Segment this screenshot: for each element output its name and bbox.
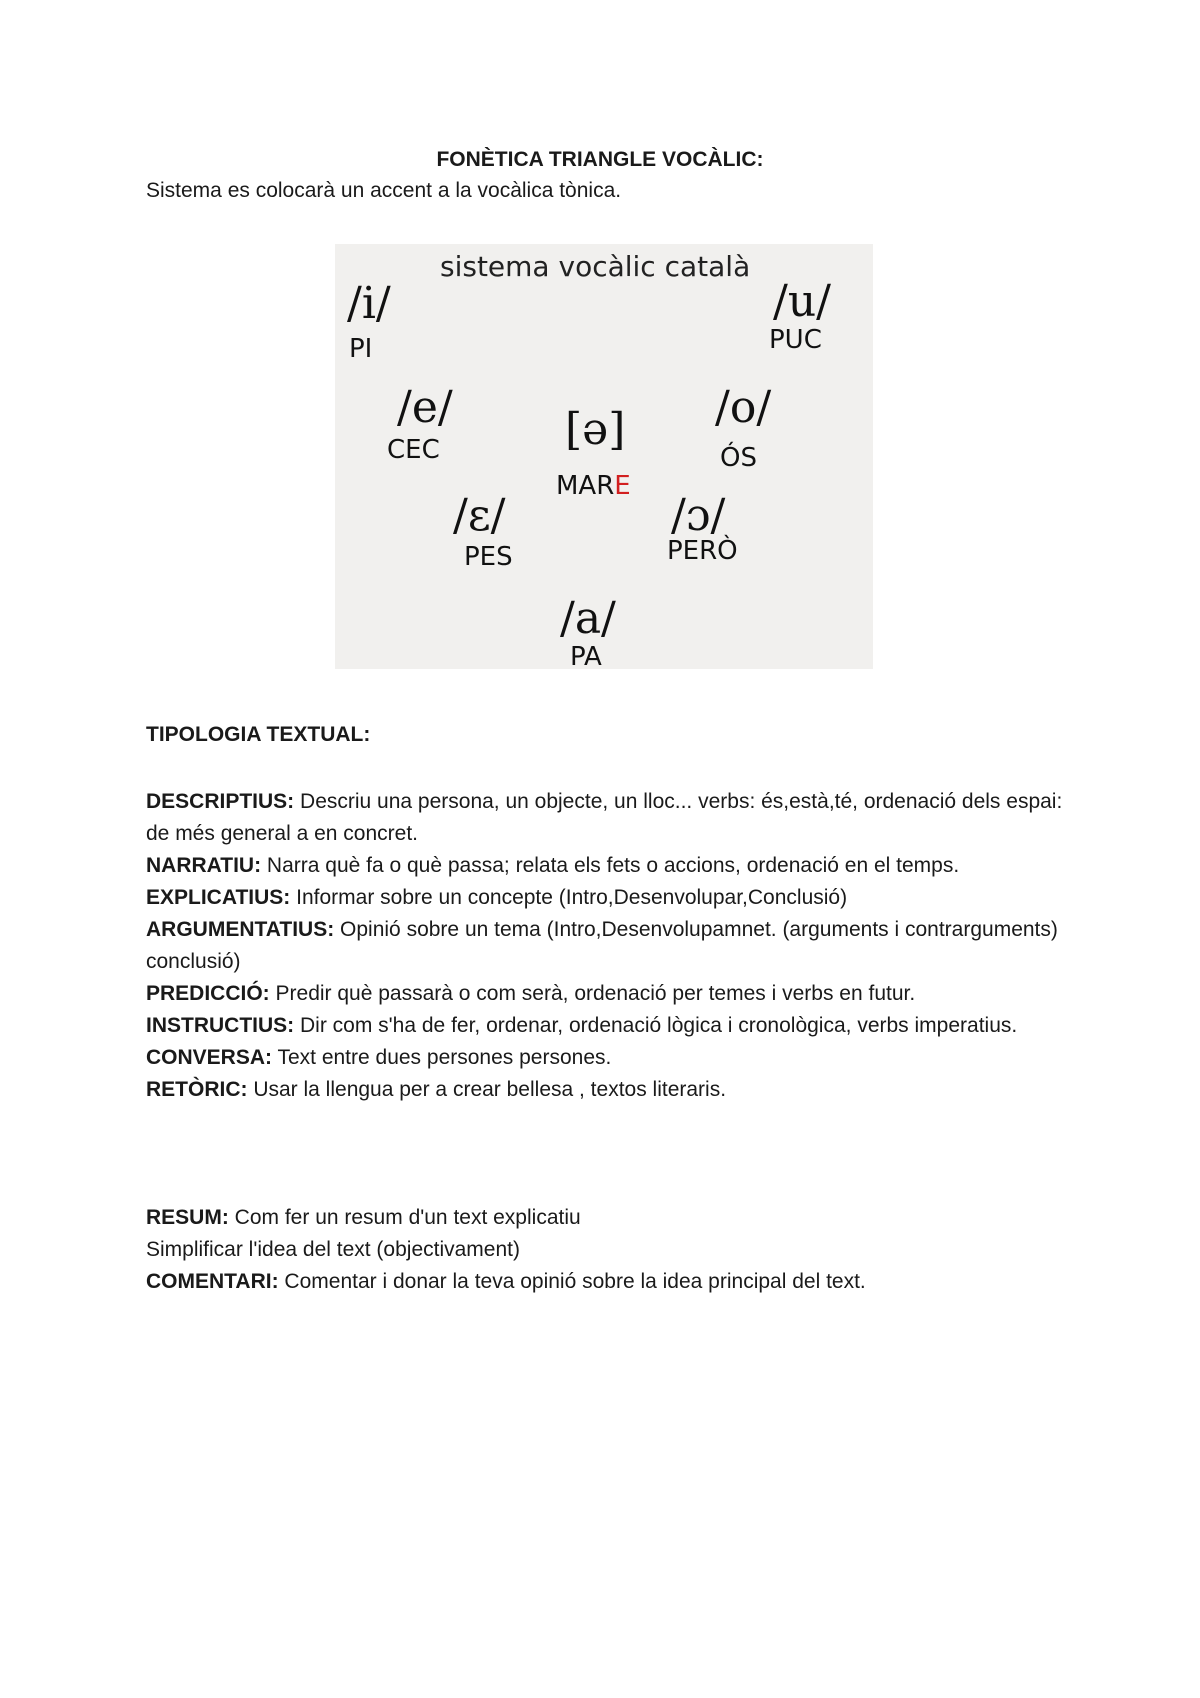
vowel-schwa-symbol: [ə] [565, 404, 626, 455]
text-type-desc: Predir què passarà o com serà, ordenació per temes i verbs en futur. [269, 982, 916, 1005]
resum-line [146, 1202, 1066, 1234]
text-type-term: DESCRIPTIUS: [146, 790, 295, 813]
text-type-term: NARRATIU: [146, 854, 262, 877]
page-subtitle: Sistema es colocarà un accent a la vocàlica tònica. [146, 179, 622, 202]
text-type-item [146, 914, 1066, 978]
text-type-desc: Informar sobre un concepte (Intro,Desenvolupar,Conclusió) [290, 886, 848, 909]
vowel-i-word: PI [349, 334, 373, 364]
vowel-a-word: PA [570, 642, 602, 672]
vowel-a-symbol: /a/ [560, 593, 616, 644]
text-type-item [146, 1042, 1066, 1074]
text-type-term: RETÒRIC: [146, 1078, 248, 1101]
vowel-e-word: CEC [387, 435, 440, 465]
summary-section [146, 1202, 1066, 1298]
text-type-item [146, 850, 1066, 882]
text-types-list [146, 786, 1066, 1106]
vowel-i-symbol: /i/ [347, 278, 391, 329]
vowel-o-symbol: /o/ [715, 382, 772, 433]
vowel-open-o-symbol: /ɔ/ [671, 490, 726, 541]
figure-title: sistema vocàlic català [440, 250, 751, 283]
resum-line-2: Simplificar l'idea del text (objectivament) [146, 1238, 520, 1261]
text-type-item [146, 1010, 1066, 1042]
vowel-u-word: PUC [769, 325, 822, 355]
vowel-e-symbol: /e/ [397, 382, 453, 433]
text-type-item [146, 882, 1066, 914]
text-type-desc: Narra què fa o què passa; relata els fets o accions, ordenació en el temps. [261, 854, 960, 877]
vowel-o-word: ÓS [720, 443, 757, 473]
text-type-term: EXPLICATIUS: [146, 886, 291, 909]
text-type-desc: Text entre dues persones persones. [272, 1046, 612, 1069]
page-title: FONÈTICA TRIANGLE VOCÀLIC: [436, 148, 764, 171]
section-title-tipologia: TIPOLOGIA TEXTUAL: [146, 723, 371, 746]
schwa-word-highlight: E [614, 471, 631, 501]
comentari-term: COMENTARI: [146, 1270, 279, 1293]
text-type-item [146, 786, 1066, 850]
text-type-term: CONVERSA: [146, 1046, 273, 1069]
text-type-desc: Dir com s'ha de fer, ordenar, ordenació lògica i cronològica, verbs imperatius. [294, 1014, 1018, 1037]
vowel-open-e-word: PES [464, 542, 513, 572]
text-type-desc: Descriu una persona, un objecte, un lloc... verbs: és,està,té, ordenació dels espai: de més general a en concret. [146, 790, 1063, 845]
vowel-open-e-symbol: /ɛ/ [453, 490, 506, 541]
text-type-item [146, 1074, 1066, 1106]
text-type-term: ARGUMENTATIUS: [146, 918, 335, 941]
text-type-desc: Usar la llengua per a crear bellesa , textos literaris. [247, 1078, 727, 1101]
vowel-open-o-word: PERÒ [667, 536, 738, 566]
text-type-term: INSTRUCTIUS: [146, 1014, 295, 1037]
text-type-item [146, 978, 1066, 1010]
vowel-triangle-figure [335, 244, 873, 672]
vowel-u-symbol: /u/ [773, 276, 831, 327]
comentari-desc: Comentar i donar la teva opinió sobre la idea principal del text. [278, 1270, 866, 1293]
text-type-term: PREDICCIÓ: [146, 982, 270, 1005]
vowel-schwa-word [556, 471, 631, 501]
comentari-line [146, 1266, 1066, 1298]
resum-desc: Com fer un resum d'un text explicatiu [228, 1206, 581, 1229]
text-type-desc: Opinió sobre un tema (Intro,Desenvolupamnet. (arguments i contrarguments) conclusió) [146, 918, 1058, 973]
schwa-word-prefix: MAR [556, 471, 615, 501]
resum-term: RESUM: [146, 1206, 229, 1229]
